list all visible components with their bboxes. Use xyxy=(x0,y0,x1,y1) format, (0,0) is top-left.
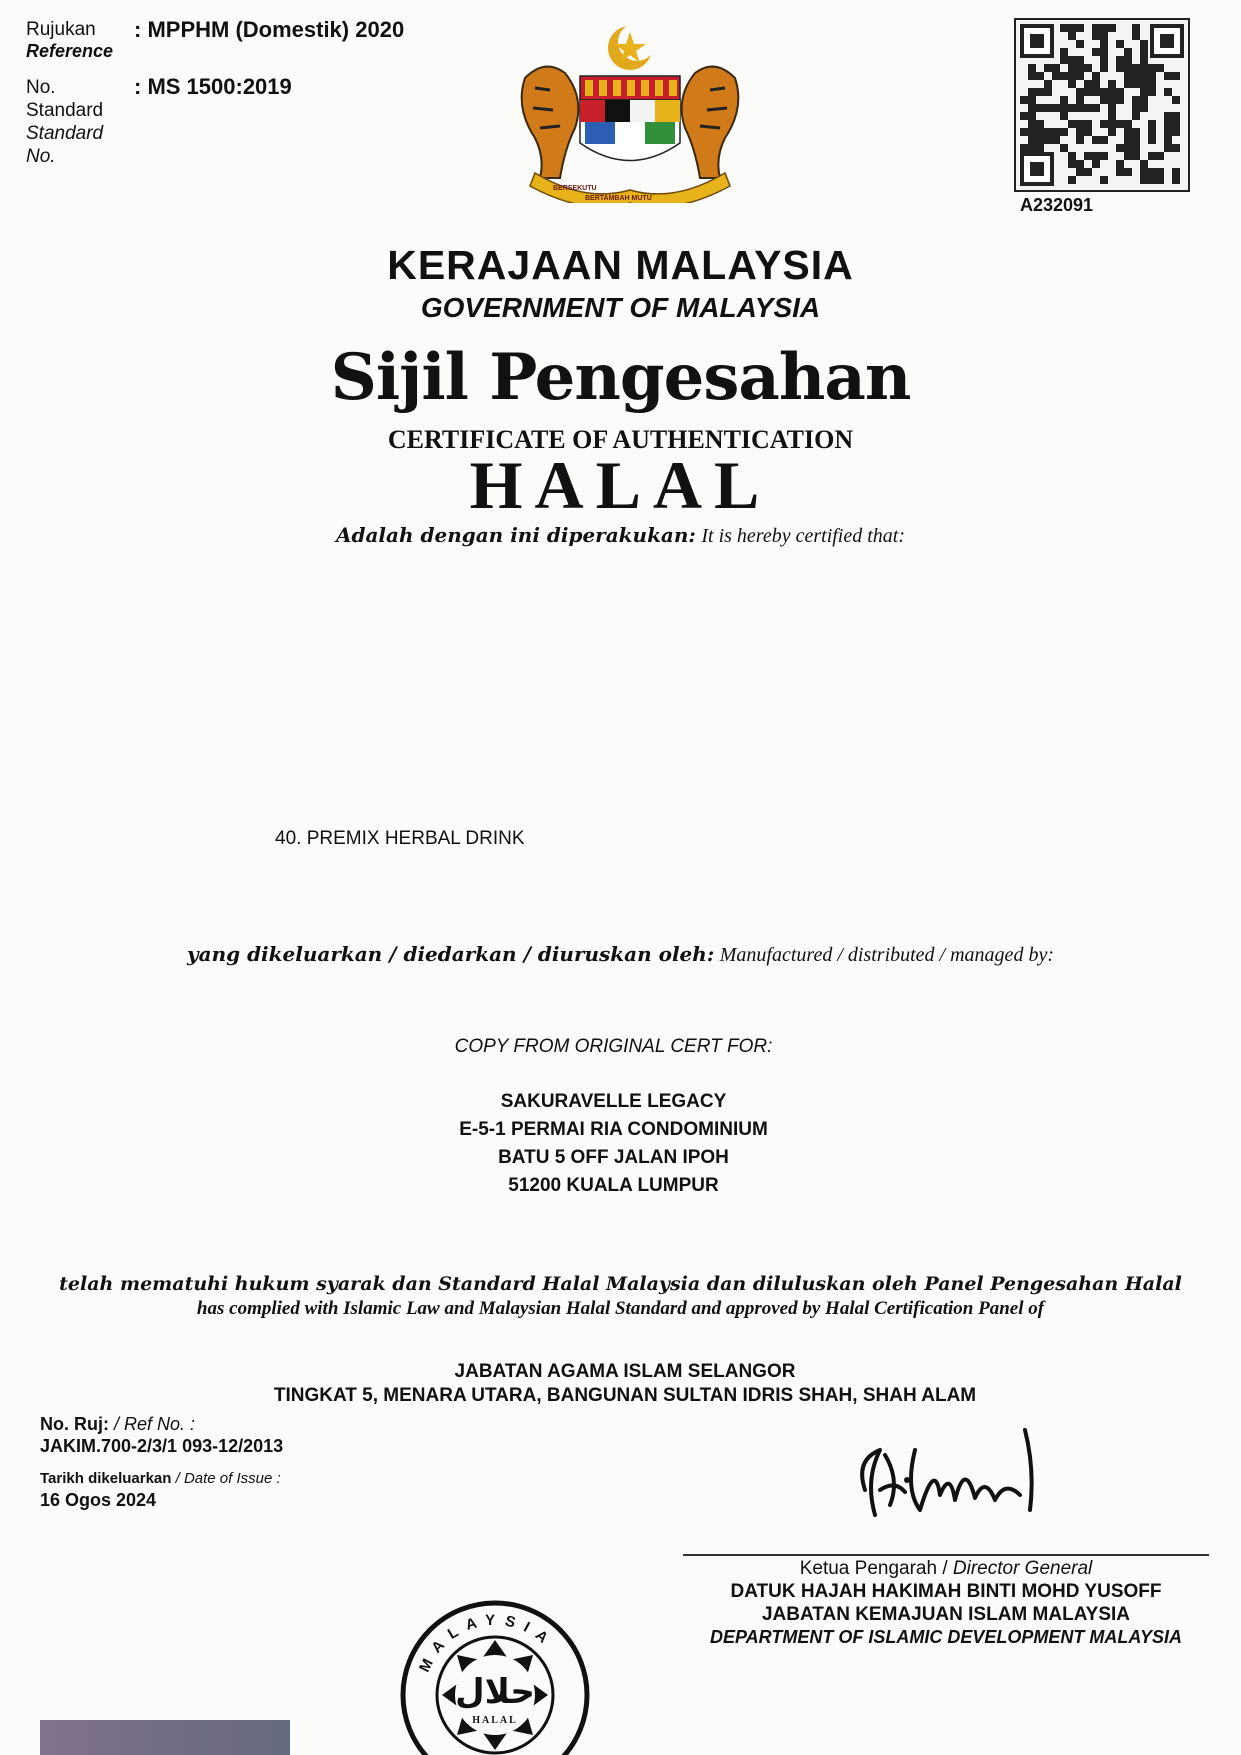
manufacturer-name: SAKURAVELLE LEGACY xyxy=(500,1091,727,1112)
qr-module xyxy=(1100,64,1108,72)
qr-module xyxy=(1036,88,1044,96)
qr-module xyxy=(1060,24,1068,32)
qr-module xyxy=(1148,128,1156,136)
qr-module xyxy=(1116,96,1124,104)
coat-of-arms-emblem xyxy=(505,18,755,203)
qr-module xyxy=(1036,128,1044,136)
compliance-ms: telah mematuhi hukum syarak dan Standard Halal Malaysia dan diluluskan oleh Panel Pengesahan Halal xyxy=(59,1273,1182,1295)
qr-module xyxy=(1132,128,1140,136)
qr-module xyxy=(1084,120,1092,128)
qr-module xyxy=(1100,152,1108,160)
qr-module xyxy=(1164,144,1172,152)
qr-module xyxy=(1148,176,1156,184)
qr-module xyxy=(1164,128,1172,136)
qr-module xyxy=(1132,80,1140,88)
signatory-title-ms: Ketua Pengarah / xyxy=(799,1558,948,1579)
halal-logo-ring-text: MALAYSIA xyxy=(416,1611,558,1675)
date-line xyxy=(40,1470,281,1487)
qr-module xyxy=(1156,176,1164,184)
qr-module xyxy=(1092,48,1100,56)
ref-label-ms: No. Ruj: xyxy=(40,1414,109,1434)
qr-module xyxy=(1100,32,1108,40)
qr-module xyxy=(1140,40,1148,48)
standard-value: : MS 1500:2019 xyxy=(134,74,292,99)
qr-module xyxy=(1092,24,1100,32)
qr-module xyxy=(1100,24,1108,32)
qr-module xyxy=(1156,168,1164,176)
qr-module xyxy=(1172,72,1180,80)
ref-label-en: / Ref No. : xyxy=(114,1414,196,1434)
qr-module xyxy=(1116,160,1124,168)
standard-label-en-1: Standard xyxy=(26,123,104,144)
qr-module xyxy=(1060,104,1068,112)
qr-module xyxy=(1132,112,1140,120)
qr-module xyxy=(1108,120,1116,128)
product-number: 40. xyxy=(275,828,302,849)
qr-module xyxy=(1132,144,1140,152)
title-certificate: CERTIFICATE OF AUTHENTICATION xyxy=(387,425,854,454)
qr-module xyxy=(1060,128,1068,136)
qr-module xyxy=(1124,168,1132,176)
qr-module xyxy=(1092,32,1100,40)
crest-motto-left: BERSEKUTU xyxy=(553,185,597,192)
qr-module xyxy=(1052,128,1060,136)
halal-logo xyxy=(398,1595,592,1755)
qr-module xyxy=(1172,128,1180,136)
qr-module xyxy=(1108,112,1116,120)
qr-module xyxy=(1052,72,1060,80)
signatory-title xyxy=(683,1558,1209,1580)
qr-module xyxy=(1124,80,1132,88)
qr-module xyxy=(1068,104,1076,112)
qr-module xyxy=(1028,88,1036,96)
ref-line xyxy=(40,1414,195,1435)
qr-module xyxy=(1108,24,1116,32)
qr-module xyxy=(1100,136,1108,144)
qr-module xyxy=(1092,72,1100,80)
qr-module xyxy=(1084,104,1092,112)
reference-label-ms: Rujukan xyxy=(26,19,96,40)
qr-module xyxy=(1140,104,1148,112)
qr-module xyxy=(1076,56,1084,64)
qr-module xyxy=(1084,128,1092,136)
qr-module xyxy=(1164,72,1172,80)
qr-module xyxy=(1164,112,1172,120)
certified-en: It is hereby certified that: xyxy=(701,525,906,547)
qr-code-id: A232091 xyxy=(1020,195,1094,215)
qr-module xyxy=(1044,128,1052,136)
qr-module xyxy=(1060,112,1068,120)
qr-module xyxy=(1068,32,1076,40)
manufacturer-address-1: E-5-1 PERMAI RIA CONDOMINIUM xyxy=(459,1119,768,1140)
qr-module xyxy=(1172,144,1180,152)
qr-module xyxy=(1132,72,1140,80)
qr-module xyxy=(1044,104,1052,112)
qr-module xyxy=(1140,72,1148,80)
qr-module xyxy=(1140,80,1148,88)
qr-module xyxy=(1028,136,1036,144)
standard-label-ms-1: No. xyxy=(26,77,56,98)
qr-module xyxy=(1100,40,1108,48)
signatory-dept-ms: JABATAN KEMAJUAN ISLAM MALAYSIA xyxy=(761,1604,1131,1625)
qr-module xyxy=(1116,144,1124,152)
qr-module xyxy=(1076,24,1084,32)
title-halal: HALAL xyxy=(469,447,772,523)
qr-module xyxy=(1076,40,1084,48)
standard-label-ms-2: Standard xyxy=(26,100,104,121)
qr-module xyxy=(1100,56,1108,64)
qr-module xyxy=(1100,176,1108,184)
qr-module xyxy=(1148,168,1156,176)
qr-module xyxy=(1076,96,1084,104)
qr-module xyxy=(1132,104,1140,112)
qr-module xyxy=(1076,104,1084,112)
qr-module xyxy=(1132,152,1140,160)
qr-module xyxy=(1172,168,1180,176)
standard-label-en-2: No. xyxy=(26,146,56,167)
qr-module xyxy=(1036,144,1044,152)
ref-value: JAKIM.700-2/3/1 093-12/2013 xyxy=(40,1436,284,1456)
qr-module xyxy=(1108,104,1116,112)
qr-module xyxy=(1092,160,1100,168)
reference-label-en: Reference xyxy=(26,41,114,61)
qr-module xyxy=(1036,120,1044,128)
qr-module xyxy=(1140,88,1148,96)
qr-module xyxy=(1172,96,1180,104)
qr-module xyxy=(1132,136,1140,144)
qr-module xyxy=(1132,64,1140,72)
qr-module xyxy=(1044,88,1052,96)
date-label-ms: Tarikh dikeluarkan xyxy=(40,1470,172,1487)
qr-module xyxy=(1028,144,1036,152)
qr-module xyxy=(1124,48,1132,56)
director-signature xyxy=(845,1420,1065,1530)
manufacturer-label-en: Manufactured / distributed / managed by: xyxy=(719,944,1054,966)
qr-module xyxy=(1148,64,1156,72)
qr-module xyxy=(1020,144,1028,152)
signature-line xyxy=(683,1554,1209,1556)
qr-module xyxy=(1020,112,1028,120)
qr-module xyxy=(1052,136,1060,144)
qr-module xyxy=(1044,80,1052,88)
qr-module xyxy=(1076,160,1084,168)
qr-module xyxy=(1108,96,1116,104)
product-line xyxy=(275,828,525,850)
qr-module xyxy=(1132,24,1140,32)
qr-module xyxy=(1044,64,1052,72)
qr-module xyxy=(1132,96,1140,104)
qr-module xyxy=(1092,136,1100,144)
qr-module xyxy=(1052,104,1060,112)
qr-module xyxy=(1108,128,1116,136)
product-name: PREMIX HERBAL DRINK xyxy=(306,828,525,849)
halal-logo-arabic: حلال xyxy=(455,1672,535,1712)
qr-module xyxy=(1124,152,1132,160)
manufacturer-label-ms: yang dikeluarkan / diedarkan / diuruskan oleh: xyxy=(187,942,715,966)
qr-module xyxy=(1076,136,1084,144)
qr-module xyxy=(1140,96,1148,104)
qr-module xyxy=(1108,80,1116,88)
halal-logo-latin: HALAL xyxy=(472,1715,518,1726)
qr-module xyxy=(1116,120,1124,128)
qr-module xyxy=(1028,72,1036,80)
qr-module xyxy=(1060,56,1068,64)
qr-module xyxy=(1156,152,1164,160)
qr-module xyxy=(1124,120,1132,128)
qr-module xyxy=(1092,88,1100,96)
qr-module xyxy=(1044,136,1052,144)
qr-module xyxy=(1036,104,1044,112)
qr-module xyxy=(1124,72,1132,80)
footer-decoration xyxy=(40,1720,290,1755)
qr-module xyxy=(1076,64,1084,72)
qr-module xyxy=(1116,88,1124,96)
compliance-en: has complied with Islamic Law and Malaysian Halal Standard and approved by Halal Certification Panel of xyxy=(196,1298,1045,1319)
qr-module xyxy=(1172,176,1180,184)
manufacturer-address-3: 51200 KUALA LUMPUR xyxy=(508,1175,719,1196)
qr-module xyxy=(1108,88,1116,96)
qr-module xyxy=(1164,136,1172,144)
qr-module xyxy=(1068,160,1076,168)
qr-module xyxy=(1028,120,1036,128)
qr-module xyxy=(1140,176,1148,184)
qr-module xyxy=(1148,88,1156,96)
qr-module xyxy=(1028,96,1036,104)
manufacturer-address-2: BATU 5 OFF JALAN IPOH xyxy=(498,1147,729,1168)
qr-module xyxy=(1140,64,1148,72)
qr-module xyxy=(1148,152,1156,160)
qr-module xyxy=(1100,88,1108,96)
qr-module xyxy=(1124,128,1132,136)
title-government: GOVERNMENT OF MALAYSIA xyxy=(420,292,821,323)
date-value: 16 Ogos 2024 xyxy=(40,1490,157,1510)
qr-module xyxy=(1076,72,1084,80)
copy-note: COPY FROM ORIGINAL CERT FOR: xyxy=(454,1036,773,1057)
qr-module xyxy=(1124,56,1132,64)
qr-module xyxy=(1068,152,1076,160)
qr-module xyxy=(1116,40,1124,48)
qr-module xyxy=(1068,24,1076,32)
qr-module xyxy=(1036,136,1044,144)
authority-address: TINGKAT 5, MENARA UTARA, BANGUNAN SULTAN IDRIS SHAH, SHAH ALAM xyxy=(273,1385,977,1406)
qr-module xyxy=(1116,168,1124,176)
qr-module xyxy=(1060,48,1068,56)
qr-module xyxy=(1060,72,1068,80)
qr-module xyxy=(1084,64,1092,72)
qr-module xyxy=(1124,136,1132,144)
date-label-en: / Date of Issue : xyxy=(175,1470,281,1487)
signatory-name: DATUK HAJAH HAKIMAH BINTI MOHD YUSOFF xyxy=(730,1581,1162,1602)
qr-module xyxy=(1140,160,1148,168)
qr-module xyxy=(1100,96,1108,104)
qr-module xyxy=(1164,88,1172,96)
qr-module xyxy=(1140,48,1148,56)
qr-module xyxy=(1172,112,1180,120)
qr-module xyxy=(1084,152,1092,160)
qr-module xyxy=(1092,80,1100,88)
reference-value: : MPPHM (Domestik) 2020 xyxy=(134,17,405,42)
qr-module xyxy=(1068,72,1076,80)
qr-module xyxy=(1140,168,1148,176)
qr-module xyxy=(1068,176,1076,184)
qr-module xyxy=(1060,96,1068,104)
signatory-dept-en: DEPARTMENT OF ISLAMIC DEVELOPMENT MALAYSIA xyxy=(709,1627,1182,1647)
qr-module xyxy=(1148,136,1156,144)
qr-module xyxy=(1028,104,1036,112)
qr-module xyxy=(1148,120,1156,128)
certified-line xyxy=(0,523,1241,548)
title-sijil: Sijil Pengesahan xyxy=(330,340,911,415)
qr-module xyxy=(1060,144,1068,152)
title-kerajaan: KERAJAAN MALAYSIA xyxy=(387,242,854,288)
crest-motto-bottom: BERTAMBAH MUTU xyxy=(585,195,652,202)
qr-module xyxy=(1140,56,1148,64)
qr-module xyxy=(1156,64,1164,72)
qr-module xyxy=(1116,56,1124,64)
qr-module xyxy=(1092,104,1100,112)
manufacturer-label xyxy=(0,942,1241,967)
qr-module xyxy=(1068,80,1076,88)
qr-module xyxy=(1084,88,1092,96)
qr-module xyxy=(1020,128,1028,136)
qr-module xyxy=(1148,80,1156,88)
qr-module xyxy=(1020,96,1028,104)
qr-module xyxy=(1052,64,1060,72)
qr-module xyxy=(1028,112,1036,120)
signatory-title-en: Director General xyxy=(952,1558,1093,1579)
qr-module xyxy=(1068,120,1076,128)
qr-module xyxy=(1084,168,1092,176)
qr-module xyxy=(1124,64,1132,72)
qr-module xyxy=(1100,120,1108,128)
qr-module xyxy=(1076,168,1084,176)
qr-module xyxy=(1124,144,1132,152)
qr-module xyxy=(1028,128,1036,136)
qr-module xyxy=(1172,120,1180,128)
authority-name: JABATAN AGAMA ISLAM SELANGOR xyxy=(454,1361,796,1382)
qr-module xyxy=(1068,56,1076,64)
qr-module xyxy=(1100,48,1108,56)
qr-module xyxy=(1028,64,1036,72)
qr-module xyxy=(1092,152,1100,160)
certified-ms: Adalah dengan ini diperakukan: xyxy=(335,523,696,547)
qr-code xyxy=(1014,18,1190,192)
qr-module xyxy=(1084,80,1092,88)
qr-module xyxy=(1132,32,1140,40)
qr-module xyxy=(1116,64,1124,72)
qr-module xyxy=(1076,88,1084,96)
qr-module xyxy=(1076,128,1084,136)
qr-module xyxy=(1164,120,1172,128)
qr-module xyxy=(1036,72,1044,80)
qr-module xyxy=(1076,120,1084,128)
qr-module xyxy=(1148,72,1156,80)
qr-module xyxy=(1068,64,1076,72)
